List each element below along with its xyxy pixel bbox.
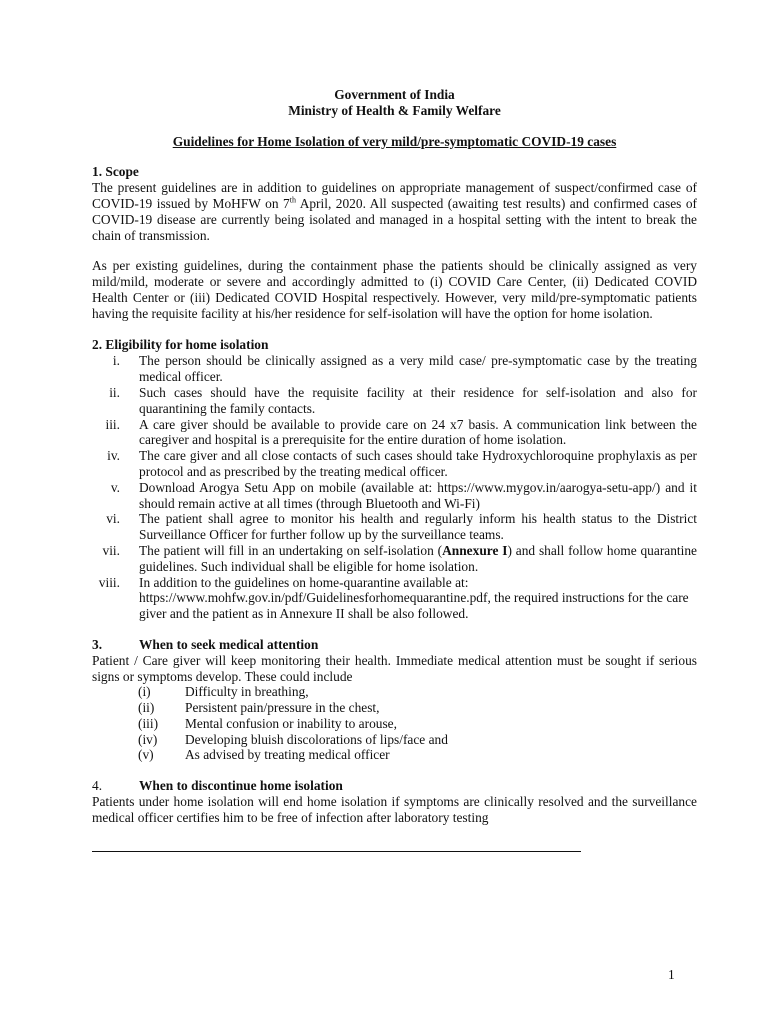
list-item: vi. The patient shall agree to monitor his health and regularly inform his health status to the District Surveillance Officer for further follow up by the surveillance teams.: [106, 511, 697, 543]
list-item: vii. The patient will fill in an undertaking on self-isolation (Annexure I) and shall follow home quarantine guidelines. Such individual shall be eligible for home isolation.: [102, 542, 698, 574]
list-item: i. The person should be clinically assigned as a very mild case/ pre-symptomatic case by the treating medical officer.: [112, 353, 697, 385]
list-item: iii. A care giver should be available to provide care on 24 x7 basis. A communication link between the caregiver and hospital is a prerequisite for the entire duration of home isolation.: [105, 416, 697, 448]
section-medical-attention-heading: 3. When to seek medical attention: [92, 636, 319, 652]
list-item: (iv) Developing bluish discolorations of lips/face and: [138, 731, 448, 747]
section-discontinue-heading: 4. When to discontinue home isolation: [92, 778, 343, 794]
eligibility-list: [92, 353, 697, 622]
list-item: v. Download Arogya Setu App on mobile (available at: https://www.mygov.in/aarogya-setu-app/) and it should remain active at all times (through Bluetooth and Wi-Fi): [110, 479, 697, 511]
section-scope-heading: 1. Scope: [92, 164, 139, 180]
list-item: viii. In addition to the guidelines on home-quarantine available at: https://www.mohfw.gov.in/pdf/Guidelinesforhomequarantine.pdf, the required instructions for the care giver and the patient as in Annexure II shall be also followed.: [98, 574, 689, 622]
page-number: 1: [668, 967, 675, 982]
symptom-list: [92, 684, 697, 763]
list-item: (iii) Mental confusion or inability to arouse,: [138, 715, 397, 731]
list-item: iv. The care giver and all close contacts of such cases should take Hydroxychloroquine prophylaxis as per protocol and as prescribed by the treating medical officer.: [107, 448, 697, 479]
document-title: Guidelines for Home Isolation of very mild/pre-symptomatic COVID-19 cases: [172, 133, 617, 149]
annexure-i-ref: Annexure I: [442, 542, 508, 558]
list-item: (v) As advised by treating medical officer: [138, 747, 390, 763]
header-government: Government of India: [334, 87, 455, 102]
list-item: (i) Difficulty in breathing,: [138, 684, 309, 700]
footnote-separator: [92, 851, 581, 852]
list-item: ii. Such cases should have the requisite facility at their residence for self-isolation and also for quarantining the family contacts.: [109, 384, 697, 416]
list-item: (ii) Persistent pain/pressure in the chest,: [138, 700, 380, 716]
medical-attention-intro: Patient / Care giver will keep monitoring their health. Immediate medical attention must be sought if serious signs or symptoms develop. These could include: [92, 652, 697, 684]
section-eligibility-heading: 2. Eligibility for home isolation: [92, 336, 269, 352]
scope-paragraph-2: As per existing guidelines, during the containment phase the patients should be clinically assigned as very mild/mild, moderate or severe and accordingly admitted to (i) COVID Care Center, (ii) Dedicated COVID Health Center or (iii) Dedicated COVID Hospital respectively. However, very mild/pre-symptomatic patients having the requisite facility at his/her residence for self-isolation will have the option for home isolation.: [92, 258, 697, 321]
header-ministry: Ministry of Health & Family Welfare: [288, 102, 501, 118]
discontinue-paragraph: Patients under home isolation will end home isolation if symptoms are clinically resolved and the surveillance medical officer certifies him to be free of infection after laboratory testing: [92, 794, 697, 825]
scope-paragraph-1: The present guidelines are in addition to guidelines on appropriate management of suspect/confirmed case of COVID-19 issued by MoHFW on 7th April, 2020. All suspected (awaiting test results) and confirmed cases of COVID-19 disease are currently being isolated and managed in a hospital setting with the intent to break the chain of transmission.: [92, 180, 698, 243]
